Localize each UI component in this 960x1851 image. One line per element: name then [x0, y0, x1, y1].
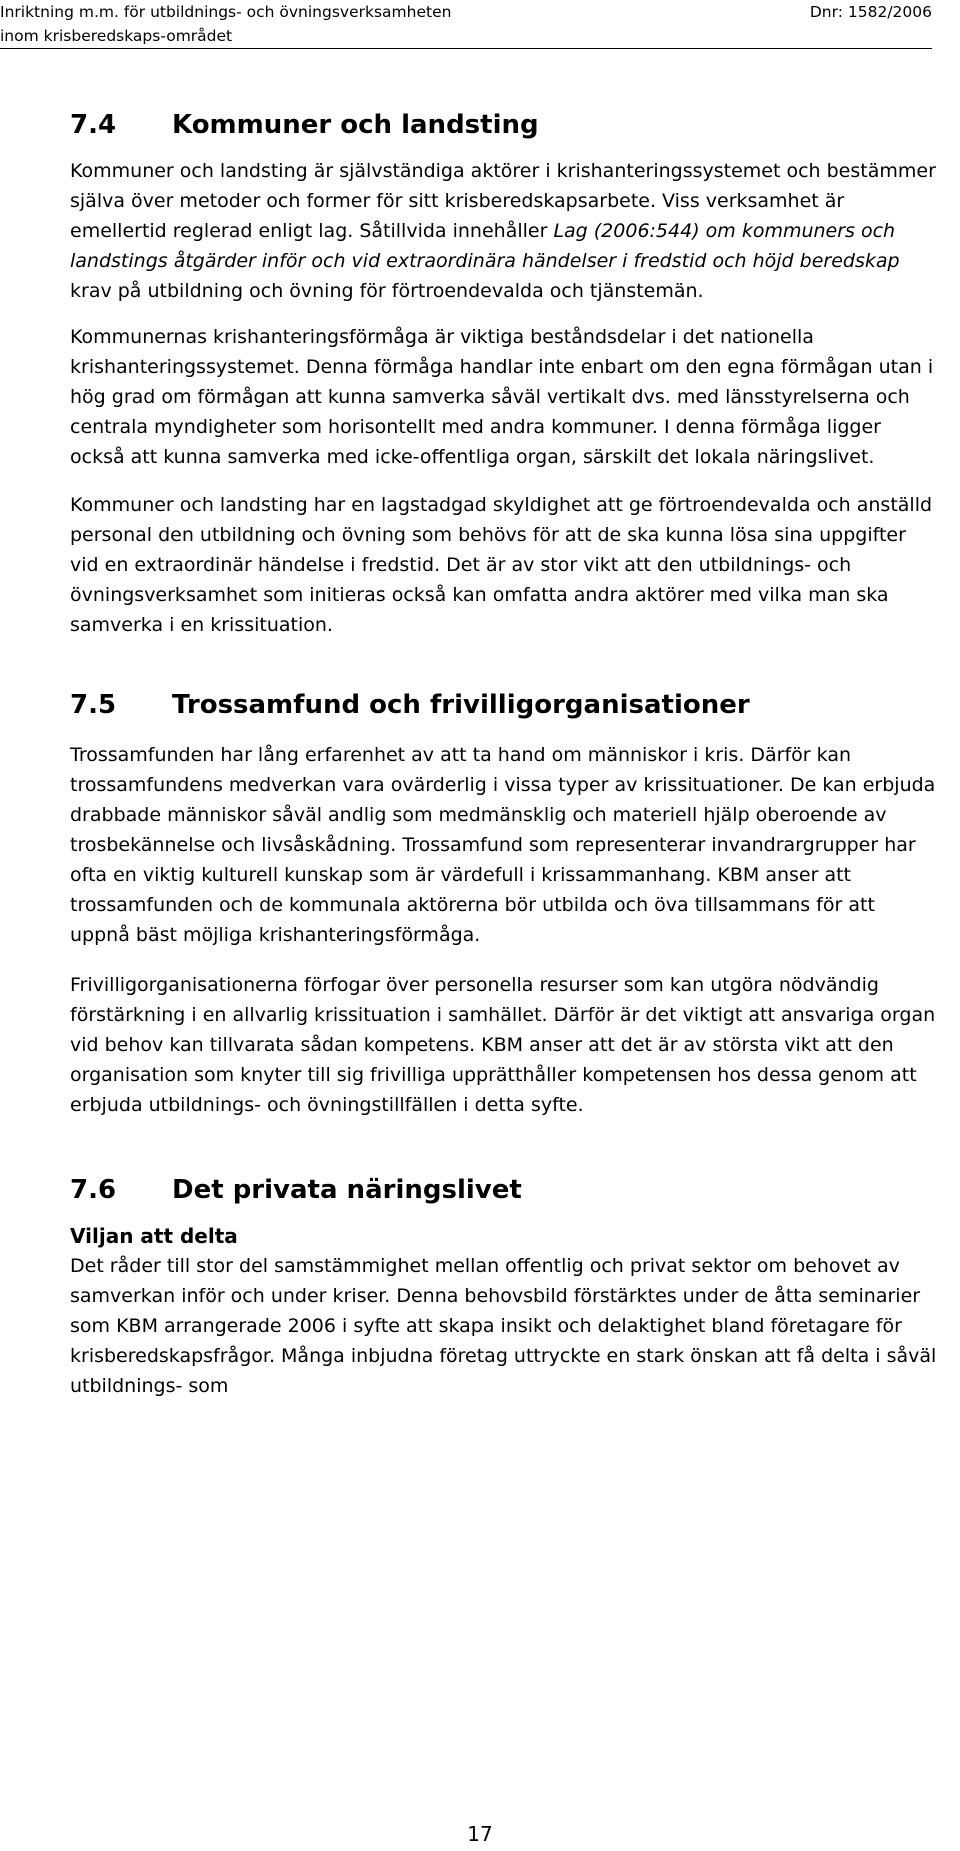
- page-header: [0, 0, 960, 50]
- paragraph: Kommuner och landsting har en lagstadgad skyldighet att ge förtroendevalda och anställd personal den utbildning och övning som behövs för att de ska kunna lösa sina uppgifter vid en extraordinär händelse i fredstid. Det är av stor vikt att den utbildnings- och övningsverksamhet som initieras också kan omfatta andra aktörer med vilka man ska samverka i en krissituation.: [70, 494, 933, 636]
- paragraph-text: Kommuner och landsting är självständiga aktörer i krishanteringssystemet och bestämmer själva över metoder och former för sitt krisberedskapsarbete. Viss verksamhet är emellertid reglerad enligt lag. Såtillvida innehåller: [70, 160, 936, 242]
- section-7-5-heading: [70, 690, 938, 720]
- section-7-4-heading: [70, 110, 938, 140]
- section-number: 7.5: [70, 690, 117, 720]
- section-7-6-heading: [70, 1175, 938, 1205]
- header-left: [0, 0, 451, 48]
- paragraph: [70, 156, 938, 306]
- law-title: Lag (2006:544) om kommuners och landstings åtgärder inför och vid extraordinära händelser i fredstid och höjd beredskap: [70, 220, 900, 272]
- section-title: Trossamfund och frivilligorganisationer: [172, 690, 750, 720]
- header-divider: [0, 48, 932, 49]
- paragraph: Kommunernas krishanteringsförmåga är viktiga beståndsdelar i det nationella krishanteringssystemet. Denna förmåga handlar inte enbart om den egna förmågan utan i hög grad om förmågan att kunna samverka såväl vertikalt dvs. med länsstyrelserna och centrala myndigheter som horisontellt med andra kommuner. I denna förmåga ligger också att kunna samverka med icke-offentliga organ, särskilt det lokala näringslivet.: [70, 326, 934, 468]
- section-title: Kommuner och landsting: [172, 110, 539, 140]
- paragraph-text: krav på utbildning och övning för förtroendevalda och tjänstemän.: [70, 280, 704, 302]
- header-title: Inriktning m.m. för utbildnings- och övningsverksamheten: [0, 3, 452, 21]
- paragraph: Trossamfunden har lång erfarenhet av att ta hand om människor i kris. Därför kan trossamfundens medverkan vara ovärderlig i vissa typer av krissituationer. De kan erbjuda drabbade människor såväl andlig som medmänsklig och materiell hjälp oberoende av trosbekännelse och livsåskådning. Trossamfund som representerar invandrargrupper har ofta en viktig kulturell kunskap som är värdefull i krissammanhang. KBM anser att trossamfunden och de kommunala aktörerna bör utbilda och öva tillsammans för att uppnå bäst möjliga krishanteringsförmåga.: [70, 744, 936, 946]
- document-body: [70, 110, 938, 1401]
- header-document-number: Dnr: 1582/2006: [809, 3, 932, 21]
- section-number: 7.4: [70, 110, 117, 140]
- section-number: 7.6: [70, 1175, 117, 1205]
- paragraph: Frivilligorganisationerna förfogar över personella resurser som kan utgöra nödvändig förstärkning i en allvarlig krissituation i samhället. Därför är det viktigt att ansvariga organ vid behov kan tillvarata sådan kompetens. KBM anser att det är av största vikt att den organisation som knyter till sig frivilliga upprätthåller kompetensen hos dessa genom att erbjuda utbildnings- och övningstillfällen i detta syfte.: [70, 974, 936, 1116]
- subheading: Viljan att delta: [70, 1224, 238, 1248]
- paragraph: Det råder till stor del samstämmighet mellan offentlig och privat sektor om behovet av samverkan inför och under kriser. Denna behovsbild förstärktes under de åtta seminarier som KBM arrangerade 2006 i syfte att skapa insikt och delaktighet bland företagare för krisberedskapsfrågor. Många inbjudna företag uttryckte en stark önskan att få delta i såväl utbildnings- som: [70, 1255, 937, 1397]
- page-number: 17: [467, 1822, 493, 1846]
- section-title: Det privata näringslivet: [172, 1175, 522, 1205]
- header-subtitle: inom krisberedskaps-området: [0, 27, 233, 45]
